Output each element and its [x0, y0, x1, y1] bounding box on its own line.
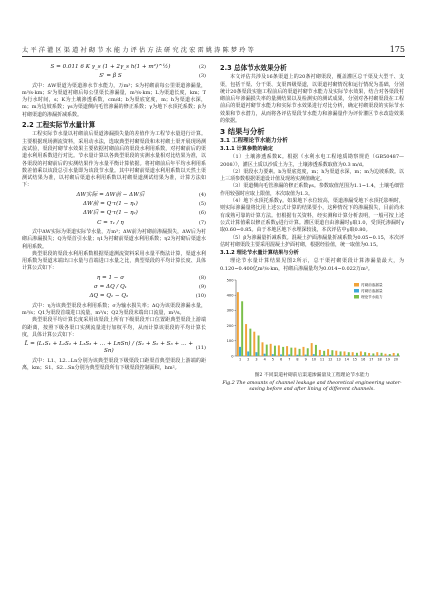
bar-2	[247, 351, 249, 356]
bar-3	[389, 354, 391, 356]
bar-1	[335, 351, 337, 356]
bar-3	[258, 335, 260, 356]
bar-2	[239, 347, 241, 356]
section-heading: 2.2 工程实际节水量计算	[22, 121, 96, 130]
right-column	[220, 62, 404, 393]
x-tick-label: 8	[296, 357, 299, 362]
y-tick-label: 300	[226, 308, 234, 313]
bar-chart	[220, 276, 404, 368]
bar-3	[307, 348, 309, 356]
x-tick-label: 9	[304, 357, 307, 362]
legend-label: 衬砌前渗漏量	[361, 283, 383, 288]
x-tick-label: 16	[360, 357, 366, 362]
y-tick-label: 400	[226, 293, 234, 298]
bar-3	[266, 345, 268, 356]
x-tick-label: 10	[311, 357, 317, 362]
bar-2	[362, 355, 364, 356]
bar-1	[360, 351, 362, 356]
bar-1	[376, 352, 378, 356]
subsubsection-heading: 3.1.2 理论节水量计算结果与分析	[220, 250, 299, 257]
bar-1	[368, 353, 370, 356]
page-header	[22, 40, 405, 57]
list-item: （3）渠道侧向毛管渗漏的修正系数γs。参数取值范围为1.1~1.4，土壤毛细管作用较强时应取上限值，本次取值为1.3。	[220, 183, 404, 197]
bar-2	[272, 354, 274, 356]
bar-2	[346, 355, 348, 356]
bar-2	[313, 354, 315, 356]
bar-1	[385, 354, 387, 356]
equation-6: ΔW后 = Q·τ(1 − η₂) (6)	[83, 210, 206, 217]
bar-3	[356, 353, 358, 356]
bar-3	[381, 353, 383, 356]
bar-3	[315, 345, 317, 356]
figure-caption-english: Fig.2 The amounts of channel leakage and theoretical engineering water-saving before and after lining of different channels.	[222, 381, 402, 393]
list-item: （5）β为渗漏量折减系数。混凝土护面渗漏量折减系数为0.05~0.15，本次评估时衬砌渠段主要采用混凝土护面衬砌，根据经验值，统一取值为0.15。	[220, 234, 404, 248]
bar-3	[290, 348, 292, 356]
page-number: 175	[389, 45, 405, 54]
x-tick-label: 1	[239, 357, 242, 362]
bar-1	[303, 347, 305, 356]
y-tick-label: 100	[226, 339, 234, 344]
bar-1	[278, 345, 280, 356]
figure-caption: 图2 不同渠道衬砌前后渠道渗漏量及工程理论节水能力	[254, 373, 370, 379]
x-tick-label: 6	[280, 357, 283, 362]
bar-1	[245, 324, 247, 356]
section-heading: 2.3 总体节水效果分析	[220, 64, 287, 72]
paragraph: 式中：η为该典型渠段水利用系数；σ为输水损失率；ΔQ为该渠段渗漏水量，m³/s；Q1为渠段首端进口流量，m³/s；Q2为渠段末端出口流量，m³/s。	[22, 302, 206, 316]
subsubsection-heading: 3.1.1 计算参数的确定	[220, 145, 273, 152]
bar-2	[280, 354, 282, 356]
bar-2	[378, 355, 380, 356]
bar-2	[288, 354, 290, 356]
bar-1	[319, 350, 321, 356]
bar-1	[393, 353, 395, 356]
bar-1	[286, 346, 288, 356]
bar-3	[340, 351, 342, 356]
equation-9: σ = ΔQ / Q₁ (9)	[93, 284, 206, 291]
left-column	[22, 62, 206, 372]
figure	[220, 276, 404, 393]
list-item: （4）地下水顶托系数γ。如果地下水位较高，渠道渗漏受地下水顶托影响时，则实际渗漏量将比用上述公式计算的结果要小，这种情况下的渗漏损失，目前尚未有成熟可靠的计算方法。但根据有关资料，经实测和计算分析表明，一般可按上述公式计算值乘以修正系数γ进行计算。灌区渠道自由渗漏时γ取1.0，受顶托渗漏时γ取0.60~0.85。由于本地区地下水埋深较浅，本次评估中γ取0.80。	[220, 198, 404, 234]
bar-1	[327, 349, 329, 356]
bar-3	[249, 329, 251, 356]
bar-3	[323, 351, 325, 356]
x-tick-label: 4	[263, 357, 266, 362]
bar-1	[253, 332, 255, 356]
equation-8: η = 1 − σ (8)	[96, 274, 206, 281]
paragraph: 典型渠段的渠段水利用系数根据渠道测流资料采用水量平衡法计算，渠道水利用系数为渠道末端出口水量与首端进口水量之比，典型渠段的平均计算长度、具体计算公式如下：	[22, 250, 206, 272]
x-tick-label: 15	[352, 357, 358, 362]
bar-2	[264, 354, 266, 356]
paragraph: 本文评估共涉及16条渠道上的20条衬砌渠段，覆盖灌区总干渠及大型干、支渠，包括干渠、分干渠、支渠四级渠道，以渠道衬砌情况和运行情况为基础，分别统计20条渠段实施工程前后的渠道衬砌节水能力及实际节水效果，结合对各渠段衬砌前后年渗漏损失率的量测结果以及检测实的测试成果，分别对各衬砌渠段在工程前后的渠道衬砌节水能力和实际节水效果进行对比分析，确定衬砌渠段的实际节水效果和节水潜力，从而将各评估渠段节水能力和渗漏量作为评价灌区节水改造效果的依据。	[220, 74, 404, 125]
paragraph: 式中：L1、L2…Ln分别为该典型渠段下级渠段口距渠首典型渠段上游端的距离，km；S1、S2…Sn分别为典型渠段所有下级渠段控制面积，hm²。	[22, 357, 206, 371]
bar-1	[294, 348, 296, 356]
equation-2: S = 0.011 6 K γ_s (1 + 2γ_s h(1 + m²)^½) (2)	[50, 64, 206, 70]
y-tick-label: 0	[231, 354, 234, 359]
x-tick-label: 7	[288, 357, 291, 362]
equation-7: C = τ₁ / η (7)	[97, 219, 206, 226]
legend-label: 衬砌后渗漏量	[361, 289, 383, 294]
bar-3	[282, 347, 284, 356]
section-heading: 3 结果与分析	[220, 127, 265, 137]
bar-3	[372, 353, 374, 356]
equation-5: ΔW前 = Q·τ(1 − η₁) (5)	[83, 201, 206, 208]
x-tick-label: 13	[336, 357, 341, 362]
bar-3	[241, 301, 243, 356]
x-tick-label: 14	[344, 357, 349, 362]
bar-3	[299, 349, 301, 356]
bar-1	[344, 351, 346, 356]
x-tick-label: 19	[385, 357, 390, 362]
legend-swatch	[354, 295, 359, 299]
legend-label: 理论节水能力	[361, 295, 383, 300]
bar-2	[354, 355, 356, 356]
list-item: （2）渠段水力要素。b为渠底宽度，m；h为渠道水深，m；m为边坡系数。以上三项参数根据渠道设计值及现场实测值确定。	[220, 168, 404, 183]
bar-1	[262, 342, 264, 356]
journal-running-title: 太 平 洋 灌 区 渠 道 衬 砌 节 水 能 力 评 估 方 法 研 究 沈 宏 雷 姚 涛 陈 梦 玲 等	[22, 47, 254, 54]
equation-3: S' = β S (3)	[99, 73, 206, 80]
bar-1	[311, 343, 313, 356]
paragraph: 式中ΔW实际为渠道实际节水量，万m³；ΔW前为衬砌前渗漏损失，ΔW后为衬砌后渗漏损失；Q为渠首引水量；η1为衬砌前渠道水利用系数；η2为衬砌后渠道水利用系数。	[22, 228, 206, 250]
bar-2	[321, 355, 323, 356]
subsection-heading: 3.1 工程理论节水能力分析	[220, 137, 288, 144]
x-tick-label: 5	[271, 357, 274, 362]
legend-swatch	[354, 289, 359, 293]
bar-3	[397, 353, 399, 356]
paragraph: 式中：ΔW渠道为渠道渗水节水能力，万m³；S为衬砌前每公里渠道渗漏量，m³/s·km；S'为渠道衬砌后每公里渠长渗漏量，m³/s·km；L为渠道长度，km；T为行水时间，s；K为土壤渗透系数，cm/d；b为渠底宽度，m；h为渠道水深，m；m为边坡系数；γs为渠道侧向毛管渗漏的修正系数；γ为地下水顶托系数；β为衬砌渠道的渗漏折减系数。	[22, 82, 206, 118]
x-tick-label: 12	[328, 357, 333, 362]
paragraph: 典型渠段平均计算长度采用该渠段上所有下级渠段开口位置距典型渠段上游端的距离，按照下级各渠口实测流量进行加权平均，从而计算该渠段的平均计算长度，具体计算公式如下：	[22, 317, 206, 338]
bar-2	[329, 355, 331, 356]
bar-3	[364, 352, 366, 356]
y-tick-label: 500	[226, 278, 234, 283]
x-tick-label: 2	[247, 357, 250, 362]
legend-swatch	[354, 283, 359, 287]
x-tick-label: 11	[319, 357, 325, 362]
list-item: （1）土壤渗透系数K。根据《水利水电工程地质勘察规范（GB50487—2008）》，灌区土质以沙质土为主，土壤渗透系数取值为0.3 m/d。	[220, 154, 404, 168]
bar-1	[352, 352, 354, 356]
x-tick-label: 18	[377, 357, 382, 362]
bar-2	[296, 355, 298, 356]
bar-3	[274, 346, 276, 356]
x-tick-label: 17	[369, 357, 374, 362]
paragraph: 理论节水量计算结果见图2所示，总干渠衬砌渠段计算渗漏量最大，为0.120~0.400亿m³/s·km，衬砌后渗漏量均为0.014~0.022万m³。	[220, 258, 404, 272]
bar-1	[270, 344, 272, 356]
x-tick-label: 3	[255, 357, 258, 362]
equation-11: L̄ = (L₁S₁ + L₂S₂ + L₃S₃ + … + LnSn) / (S₁ + S₂ + S₃ + … + Sn) (11)	[24, 341, 206, 355]
paragraph: 工程实际节水量以衬砌前后渠道渗漏损失量的差值作为工程节水量进行计算。主要根据现场测流资料，采用动水法，选取典型衬砌渠段和未衬砌土渠开展现场测流试验，渠段衬砌节水效果主要依据衬砌前后的渠段水利用系数，对衬砌前后的渠道水利用系数进行对比。节水量计算以各典型渠段的实测水量相对比结果为准，以各渠段的衬砌前后的实测结果作为水量平衡计算依据。将衬砌前后年平均水利用系数差值乘以该段总引水量即为该段节水量。其中衬砌前渠道水利用系数以天然土渠测试结果为准，以衬砌后渠道水利用系数以衬砌渠道测试结果为准，计算方法如下：	[22, 131, 206, 189]
y-tick-label: 200	[226, 323, 234, 328]
bar-2	[305, 355, 307, 356]
bar-3	[331, 350, 333, 356]
x-tick-label: 20	[393, 357, 399, 362]
bar-3	[348, 352, 350, 356]
bar-2	[255, 352, 257, 356]
equation-4: ΔW实际 = ΔW前 − ΔW后 (4)	[76, 191, 206, 198]
equation-10: ΔQ = Q₁ − Q₂ (10)	[89, 293, 206, 300]
bar-1	[237, 292, 239, 356]
bar-2	[337, 355, 339, 356]
